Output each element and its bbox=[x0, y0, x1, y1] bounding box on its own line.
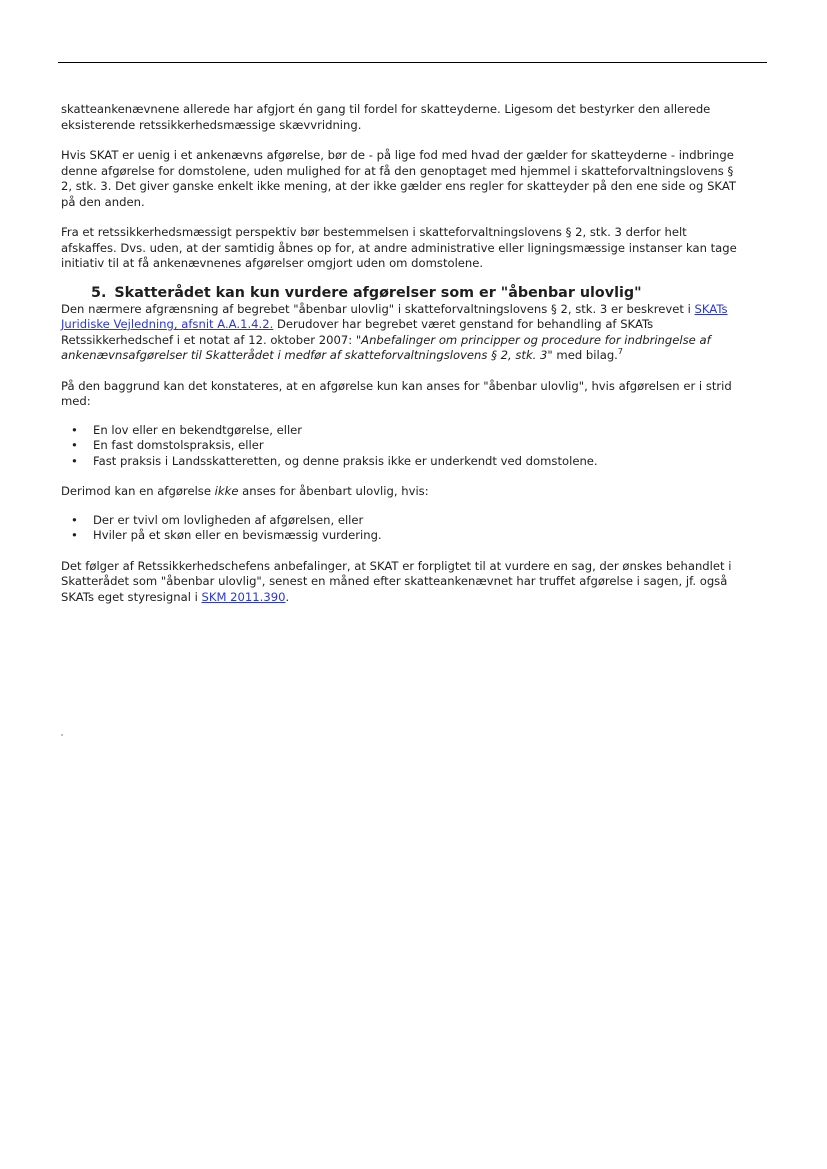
paragraph-4-text-1: Den nærmere afgrænsning af begrebet "åbenbar ulovlig" i skatteforvaltningslovens § 2, stk. 3 er beskrevet i bbox=[61, 301, 695, 316]
paragraph-6-text-2: anses for åbenbart ulovlig, hvis: bbox=[238, 484, 429, 498]
list-item bbox=[61, 423, 741, 439]
bullet-icon: • bbox=[71, 422, 78, 437]
section-title: Skatterådet kan kun vurdere afgørelser som er "åbenbar ulovlig" bbox=[114, 284, 642, 301]
paragraph-6-text-1: Derimod kan en afgørelse bbox=[61, 484, 215, 498]
document-body bbox=[61, 102, 741, 605]
exceptions-list bbox=[61, 513, 741, 544]
bullet-icon: • bbox=[71, 438, 78, 452]
paragraph-6-emphasis: ikke bbox=[214, 484, 239, 498]
paragraph-4 bbox=[61, 302, 741, 364]
list-item bbox=[61, 528, 741, 544]
paragraph-2: Hvis SKAT er uenig i et ankenævns afgørelse, bør de - på lige fod med hvad der gælder for skatteyderne - indbringe denne afgørelse for domstolene, uden mulighed for at få den genoptaget med hjemmel i skatteforvaltningslovens § 2, stk. 3. Det giver ganske enkelt ikke mening, at der ikke gælder ens regler for skatteyder på den ene side og SKAT på den anden. bbox=[61, 148, 736, 209]
header-rule bbox=[58, 62, 767, 63]
criteria-list bbox=[61, 423, 741, 470]
list-item-text: En lov eller en bekendtgørelse, eller bbox=[93, 422, 303, 437]
list-item-text: Hviler på et skøn eller en bevismæssig vurdering. bbox=[93, 528, 382, 542]
paragraph-5: På den baggrund kan det konstateres, at en afgørelse kun kan anses for "åbenbar ulovlig", hvis afgørelsen er i strid med: bbox=[61, 378, 732, 408]
list-item bbox=[61, 513, 741, 529]
skm-2011-390-link[interactable]: SKM 2011.390 bbox=[201, 589, 286, 604]
paragraph-7-text-1: Det følger af Retssikkerhedschefens anbefalinger, at SKAT er forpligtet til at vurdere en sag, der ønskes behandlet i Skatterådet som "åbenbar ulovlig", senest en måned efter skatteankenævnet har truffet afgørelse i sagen, jf. også SKATs eget styresignal i bbox=[61, 558, 732, 604]
list-item bbox=[61, 454, 741, 470]
paragraph-3: Fra et retssikkerhedsmæssigt perspektiv bør bestemmelsen i skatteforvaltningslovens § 2, stk. 3 derfor helt afskaffes. Dvs. uden, at der samtidig åbnes op for, at andre administrative eller ligningsmæssige instanser kan tage initiativ til at få ankenævnenes afgørelser omgjort uden om domstolene. bbox=[61, 225, 737, 270]
bullet-icon: • bbox=[71, 528, 78, 542]
section-number: 5. bbox=[91, 284, 107, 301]
list-item bbox=[61, 438, 741, 454]
paragraph-7 bbox=[61, 559, 741, 606]
paragraph-4-text-2: Derudover har begrebet været genstand for behandling af SKATs Retssikkerhedschef i et notat af 12. oktober 2007: bbox=[61, 317, 654, 347]
paragraph-4-text-3: med bilag. bbox=[552, 348, 618, 362]
notat-title-quote: "Anbefalinger om principper og procedure for indbringelse af ankenævnsafgørelser til Skatterådet i medfør af skatteforvaltningslovens § 2, stk. 3" bbox=[61, 332, 711, 362]
paragraph-1: skatteankenævnene allerede har afgjort én gang til fordel for skatteyderne. Ligesom det bestyrker den allerede eksisterende retssikkerhedsmæssige skævvridning. bbox=[61, 102, 711, 132]
list-item-text: En fast domstolspraksis, eller bbox=[93, 438, 264, 452]
bullet-icon: • bbox=[71, 512, 78, 527]
scan-mark bbox=[61, 734, 63, 736]
list-item-text: Fast praksis i Landsskatteretten, og denne praksis ikke er underkendt ved domstolene. bbox=[93, 453, 598, 468]
footnote-marker: 7 bbox=[617, 347, 623, 357]
section-heading bbox=[61, 284, 741, 302]
paragraph-7-text-2: . bbox=[285, 589, 290, 604]
bullet-icon: • bbox=[71, 453, 78, 468]
skat-vejledning-link[interactable]: SKATs Juridiske Vejledning, afsnit A.A.1.4.2. bbox=[61, 301, 728, 331]
list-item-text: Der er tvivl om lovligheden af afgørelsen, eller bbox=[93, 512, 364, 527]
paragraph-6 bbox=[61, 484, 741, 500]
